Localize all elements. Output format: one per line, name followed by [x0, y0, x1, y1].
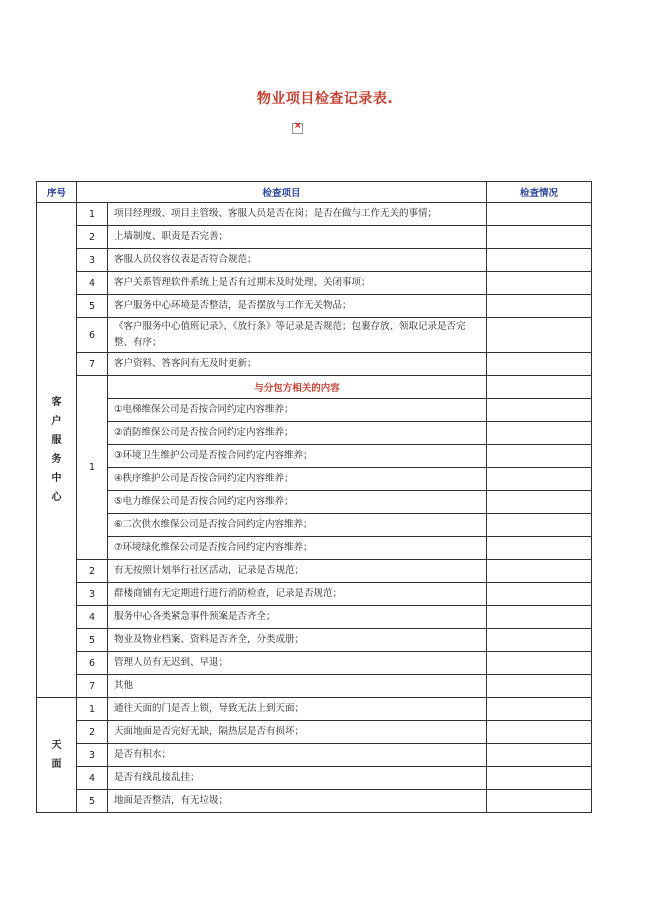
table-row: [37, 249, 592, 272]
table-row: [37, 606, 592, 629]
subgroup-item: ④秩序维护公司是否按合同约定内容维养；: [108, 468, 487, 491]
status-cell[interactable]: [487, 203, 592, 226]
table-row: [37, 422, 592, 445]
row-number: 6: [77, 318, 108, 353]
row-item: 上墙制度、职责是否完善；: [108, 226, 487, 249]
row-number: 4: [77, 272, 108, 295]
table-row: [37, 203, 592, 226]
row-number: 4: [77, 767, 108, 790]
row-item: 是否有线乱接乱挂；: [108, 767, 487, 790]
row-number: 5: [77, 295, 108, 318]
table-row: [37, 698, 592, 721]
status-cell[interactable]: [487, 790, 592, 813]
status-cell[interactable]: [487, 767, 592, 790]
status-cell[interactable]: [487, 376, 592, 399]
table-row: [37, 468, 592, 491]
subgroup-item: ⑤电力维保公司是否按合同约定内容维养；: [108, 491, 487, 514]
subgroup-heading-row: [37, 376, 592, 399]
row-item: 《客户服务中心值班记录》、《放行条》等记录是否规范；包裹存放、领取记录是否完整、有序；: [108, 318, 487, 353]
status-cell[interactable]: [487, 249, 592, 272]
header-item: 检查项目: [77, 182, 487, 203]
row-item: 地面是否整洁，有无垃圾；: [108, 790, 487, 813]
row-number: 2: [77, 226, 108, 249]
row-number: 2: [77, 560, 108, 583]
subgroup-item: ①电梯维保公司是否按合同约定内容维养；: [108, 399, 487, 422]
row-item: 客户关系管理软件系统上是否有过期未及时处理、关闭事项；: [108, 272, 487, 295]
status-cell[interactable]: [487, 629, 592, 652]
table-row: [37, 537, 592, 560]
status-cell[interactable]: [487, 514, 592, 537]
row-number: 4: [77, 606, 108, 629]
table-row: [37, 514, 592, 537]
table-row: [37, 318, 592, 353]
table-row: [37, 675, 592, 698]
row-item: 群楼商铺有无定期进行进行消防检查，记录是否规范；: [108, 583, 487, 606]
row-item: 项目经理级、项目主管级、客服人员是否在岗；是否在做与工作无关的事情；: [108, 203, 487, 226]
table-row: [37, 767, 592, 790]
table-row: [37, 790, 592, 813]
row-item: 通往天面的门是否上锁，导致无法上到天面；: [108, 698, 487, 721]
table-row: [37, 445, 592, 468]
table-row: [37, 652, 592, 675]
row-number: 1: [77, 203, 108, 226]
status-cell[interactable]: [487, 353, 592, 376]
page-title: 物业项目检查记录表.: [256, 91, 394, 107]
status-cell[interactable]: [487, 468, 592, 491]
status-cell[interactable]: [487, 318, 592, 353]
status-cell[interactable]: [487, 652, 592, 675]
status-cell[interactable]: [487, 675, 592, 698]
row-item: 客服人员仪容仪表是否符合规范；: [108, 249, 487, 272]
row-number: 5: [77, 629, 108, 652]
status-cell[interactable]: [487, 537, 592, 560]
row-number: 3: [77, 744, 108, 767]
status-cell[interactable]: [487, 491, 592, 514]
row-item: 是否有积水；: [108, 744, 487, 767]
table-row: [37, 353, 592, 376]
status-cell[interactable]: [487, 744, 592, 767]
row-number: 7: [77, 353, 108, 376]
subgroup-item: ⑥二次供水维保公司是否按合同约定内容维养；: [108, 514, 487, 537]
status-cell[interactable]: [487, 445, 592, 468]
row-number: 7: [77, 675, 108, 698]
row-item: 天面地面是否完好无缺，隔热层是否有损坏；: [108, 721, 487, 744]
table-row: [37, 399, 592, 422]
row-number: 1: [77, 376, 108, 560]
row-number: 5: [77, 790, 108, 813]
row-number: 3: [77, 249, 108, 272]
category-cell: 客户服务中心: [37, 203, 77, 698]
header-status: 检查情况: [487, 182, 592, 203]
status-cell[interactable]: [487, 226, 592, 249]
row-item: 管理人员有无迟到、早退；: [108, 652, 487, 675]
status-cell[interactable]: [487, 399, 592, 422]
status-cell[interactable]: [487, 272, 592, 295]
inspection-table: [36, 181, 592, 813]
status-cell[interactable]: [487, 422, 592, 445]
status-cell[interactable]: [487, 606, 592, 629]
table-row: [37, 744, 592, 767]
subgroup-item: ⑦环境绿化维保公司是否按合同约定内容维养；: [108, 537, 487, 560]
row-number: 2: [77, 721, 108, 744]
status-cell[interactable]: [487, 295, 592, 318]
table-row: [37, 272, 592, 295]
row-item: 物业及物业档案、资料是否齐全，分类成册；: [108, 629, 487, 652]
table-row: [37, 226, 592, 249]
status-cell[interactable]: [487, 698, 592, 721]
subgroup-heading: 与分包方相关的内容: [108, 376, 487, 399]
status-cell[interactable]: [487, 721, 592, 744]
table-row: [37, 560, 592, 583]
table-row: [37, 721, 592, 744]
row-number: 1: [77, 698, 108, 721]
status-cell[interactable]: [487, 560, 592, 583]
row-item: 其他: [108, 675, 487, 698]
row-item: 有无按照计划举行社区活动，记录是否规范；: [108, 560, 487, 583]
table-row: [37, 491, 592, 514]
table-row: [37, 295, 592, 318]
row-item: 客户服务中心环境是否整洁，是否摆放与工作无关物品；: [108, 295, 487, 318]
broken-image-icon: ×: [292, 123, 303, 134]
row-item: 服务中心各类紧急事件预案是否齐全；: [108, 606, 487, 629]
category-cell: 天面: [37, 698, 77, 813]
subgroup-item: ②消防维保公司是否按合同约定内容维养；: [108, 422, 487, 445]
header-seq: 序号: [37, 182, 77, 203]
table-row: [37, 629, 592, 652]
table-row: [37, 583, 592, 606]
row-number: 6: [77, 652, 108, 675]
row-item: 客户资料、答客问有无及时更新；: [108, 353, 487, 376]
subgroup-item: ③环境卫生维护公司是否按合同约定内容维养；: [108, 445, 487, 468]
row-number: 3: [77, 583, 108, 606]
status-cell[interactable]: [487, 583, 592, 606]
